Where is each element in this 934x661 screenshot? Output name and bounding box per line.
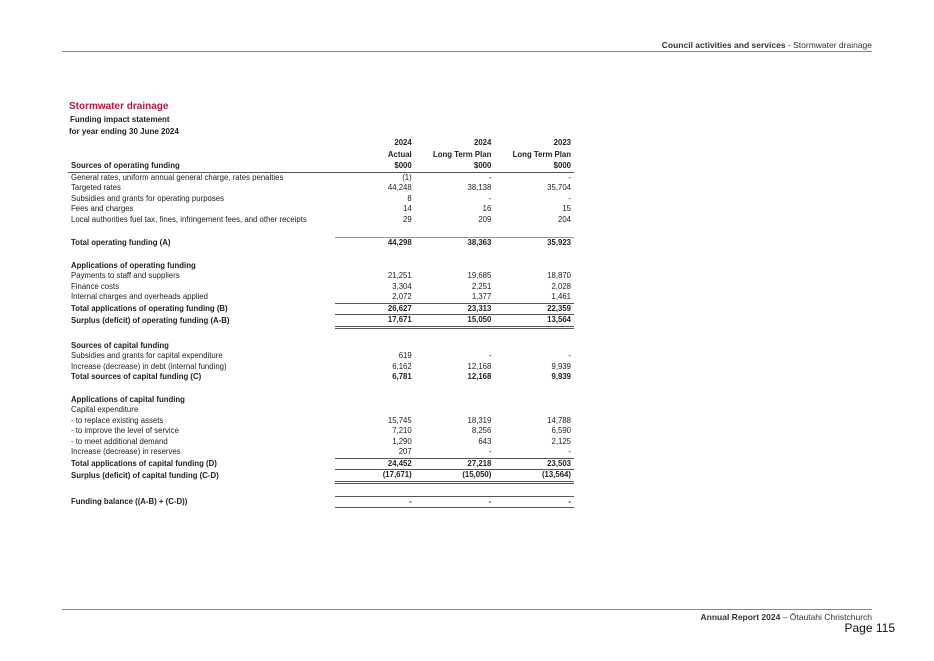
row-label: Local authorities fuel tax, fines, infringement fees, and other receipts <box>71 214 307 224</box>
section-title: Stormwater drainage <box>69 101 169 112</box>
table-row <box>68 204 574 215</box>
cell: 16 <box>482 204 492 213</box>
cell: 18,319 <box>467 415 492 425</box>
cell: 19,685 <box>467 271 492 280</box>
page-number: Page 115 <box>844 621 895 635</box>
spacer-row <box>68 249 574 261</box>
cell: - <box>494 496 574 508</box>
cell: - <box>488 172 492 182</box>
statement-period: for year ending 30 June 2024 <box>69 127 179 136</box>
cell: 207 <box>398 447 412 456</box>
group-heading: Applications of capital funding <box>71 394 185 404</box>
row-label: General rates, uniform annual general charge, rates penalties <box>71 172 284 182</box>
cell: 643 <box>478 436 492 446</box>
cell: - <box>488 447 492 456</box>
cell: 3,304 <box>392 281 412 291</box>
group-heading: Applications of operating funding <box>71 260 196 270</box>
cell: 6,781 <box>392 372 412 381</box>
row-label: Total sources of capital funding (C) <box>71 372 202 381</box>
cell: - <box>488 193 492 203</box>
cell: 13,564 <box>494 315 574 328</box>
cell: 23,313 <box>415 303 495 315</box>
footer-divider <box>62 609 872 610</box>
cell: (13,564) <box>494 470 574 483</box>
cell: - <box>568 193 571 203</box>
table-row <box>68 271 574 282</box>
col-unit: $000 <box>494 160 574 172</box>
subheading-row <box>68 405 574 416</box>
spacer-row <box>68 327 574 341</box>
total-row <box>68 372 574 383</box>
table-row <box>68 362 574 373</box>
row-label: Total applications of operating funding (B) <box>71 303 228 313</box>
col-year: 2023 <box>553 138 571 147</box>
cell: 12,168 <box>467 361 492 371</box>
surplus-row <box>68 470 574 483</box>
cell: 209 <box>478 214 492 224</box>
col-type: Long Term Plan <box>433 149 492 159</box>
cell: - <box>568 172 571 182</box>
cell: 2,028 <box>551 281 571 291</box>
cell: 26,627 <box>335 303 415 315</box>
row-label: Surplus (deficit) of capital funding (C-D) <box>71 470 219 480</box>
statement-title: Funding impact statement <box>70 115 170 124</box>
col-year: 2024 <box>394 138 412 147</box>
row-label: Subsidies and grants for operating purposes <box>71 193 225 203</box>
cell: 38,363 <box>415 238 495 249</box>
cell: (1) <box>402 172 412 182</box>
group-heading-row <box>68 261 574 272</box>
cell: - <box>335 496 415 508</box>
cell: 2,125 <box>551 436 571 446</box>
cell: 14,788 <box>547 415 571 425</box>
cell: 12,168 <box>467 372 492 381</box>
row-label: Fees and charges <box>71 204 134 213</box>
cell: 35,923 <box>494 238 574 249</box>
cell: 8 <box>407 193 412 203</box>
cell: 24,452 <box>335 458 415 470</box>
row-label: Subsidies and grants for capital expenditure <box>71 351 223 360</box>
row-label: Finance costs <box>71 281 120 291</box>
footer-place: – Ōtautahi Christchurch <box>780 612 872 622</box>
cell: 2,072 <box>392 292 412 301</box>
cell: 44,248 <box>387 183 412 192</box>
row-label: Targeted rates <box>71 183 121 192</box>
header-subsection: - Stormwater drainage <box>785 40 872 50</box>
header-row-year <box>68 137 574 149</box>
cell: 2,251 <box>471 281 492 291</box>
row-label: - to replace existing assets <box>71 415 164 425</box>
table-row <box>68 416 574 427</box>
cell: - <box>568 447 571 456</box>
table-row <box>68 172 574 183</box>
table-row <box>68 292 574 303</box>
page-header <box>662 40 872 50</box>
row-label: Total operating funding (A) <box>71 237 171 247</box>
row-label: - to meet additional demand <box>71 436 168 446</box>
cell: 1,377 <box>471 292 492 301</box>
col-year: 2024 <box>474 138 492 147</box>
row-label: Funding balance ((A-B) + (C-D)) <box>71 496 188 506</box>
row-label: Internal charges and overheads applied <box>71 292 208 302</box>
spacer-row <box>68 482 574 496</box>
table-row <box>68 426 574 437</box>
cell: 1,290 <box>392 436 412 446</box>
total-row <box>68 458 574 470</box>
cell: - <box>488 351 492 360</box>
row-label: Payments to staff and suppliers <box>71 271 180 280</box>
cell: 23,503 <box>494 458 574 470</box>
cell: 27,218 <box>415 458 495 470</box>
group-heading-row <box>68 341 574 352</box>
cell: - <box>415 496 495 508</box>
total-row <box>68 238 574 249</box>
cell: 15 <box>562 204 571 213</box>
cell: 9,939 <box>551 372 571 381</box>
cell: 22,359 <box>494 303 574 315</box>
table-row <box>68 437 574 448</box>
cell: 15,745 <box>387 415 412 425</box>
funding-impact-table <box>68 137 574 508</box>
table-row <box>68 215 574 226</box>
table-row <box>68 447 574 458</box>
row-label: Surplus (deficit) of operating funding (A-B) <box>71 315 230 325</box>
header-section: Council activities and services <box>661 40 786 50</box>
col-unit: $000 <box>335 160 415 172</box>
cell: 1,461 <box>551 292 571 301</box>
spacer-row <box>68 383 574 395</box>
cell: 7,210 <box>392 426 412 435</box>
header-divider <box>62 51 872 52</box>
table-row <box>68 194 574 205</box>
cell: - <box>568 351 571 360</box>
row-label: - to improve the level of service <box>71 426 179 435</box>
total-row <box>68 303 574 315</box>
row-label: Total applications of capital funding (D) <box>71 458 217 468</box>
cell: 14 <box>403 204 412 213</box>
funding-balance-row <box>68 496 574 508</box>
row-label: Increase (decrease) in reserves <box>71 447 181 457</box>
cell: 18,870 <box>547 271 571 280</box>
cell: 35,704 <box>547 183 571 192</box>
cell: 29 <box>403 214 412 224</box>
row-label: Increase (decrease) in debt (internal funding) <box>71 361 227 371</box>
cell: (15,050) <box>415 470 495 483</box>
cell: 6,590 <box>551 426 571 435</box>
cell: 15,050 <box>415 315 495 328</box>
row-label: Capital expenditure <box>71 405 139 414</box>
header-row-unit <box>68 160 574 172</box>
surplus-row <box>68 315 574 328</box>
cell: 44,298 <box>335 238 415 249</box>
cell: 9,939 <box>551 361 571 371</box>
col-type: Long Term Plan <box>512 149 571 159</box>
spacer-row <box>68 225 574 238</box>
header-row-type <box>68 149 574 161</box>
group-heading: Sources of capital funding <box>71 340 169 350</box>
cell: 38,138 <box>467 183 492 192</box>
cell: (17,671) <box>335 470 415 483</box>
group-heading-row <box>68 395 574 406</box>
col-type: Actual <box>387 149 412 159</box>
cell: 204 <box>557 214 571 224</box>
cell: 21,251 <box>387 271 412 280</box>
cell: 17,671 <box>335 315 415 328</box>
cell: 8,256 <box>471 426 492 435</box>
cell: 6,162 <box>392 361 412 371</box>
table-row <box>68 282 574 293</box>
group-heading: Sources of operating funding <box>68 160 335 172</box>
footer-report: Annual Report 2024 <box>700 612 781 622</box>
table-row <box>68 351 574 362</box>
col-unit: $000 <box>415 160 495 172</box>
cell: 619 <box>398 351 412 360</box>
table-row <box>68 183 574 194</box>
